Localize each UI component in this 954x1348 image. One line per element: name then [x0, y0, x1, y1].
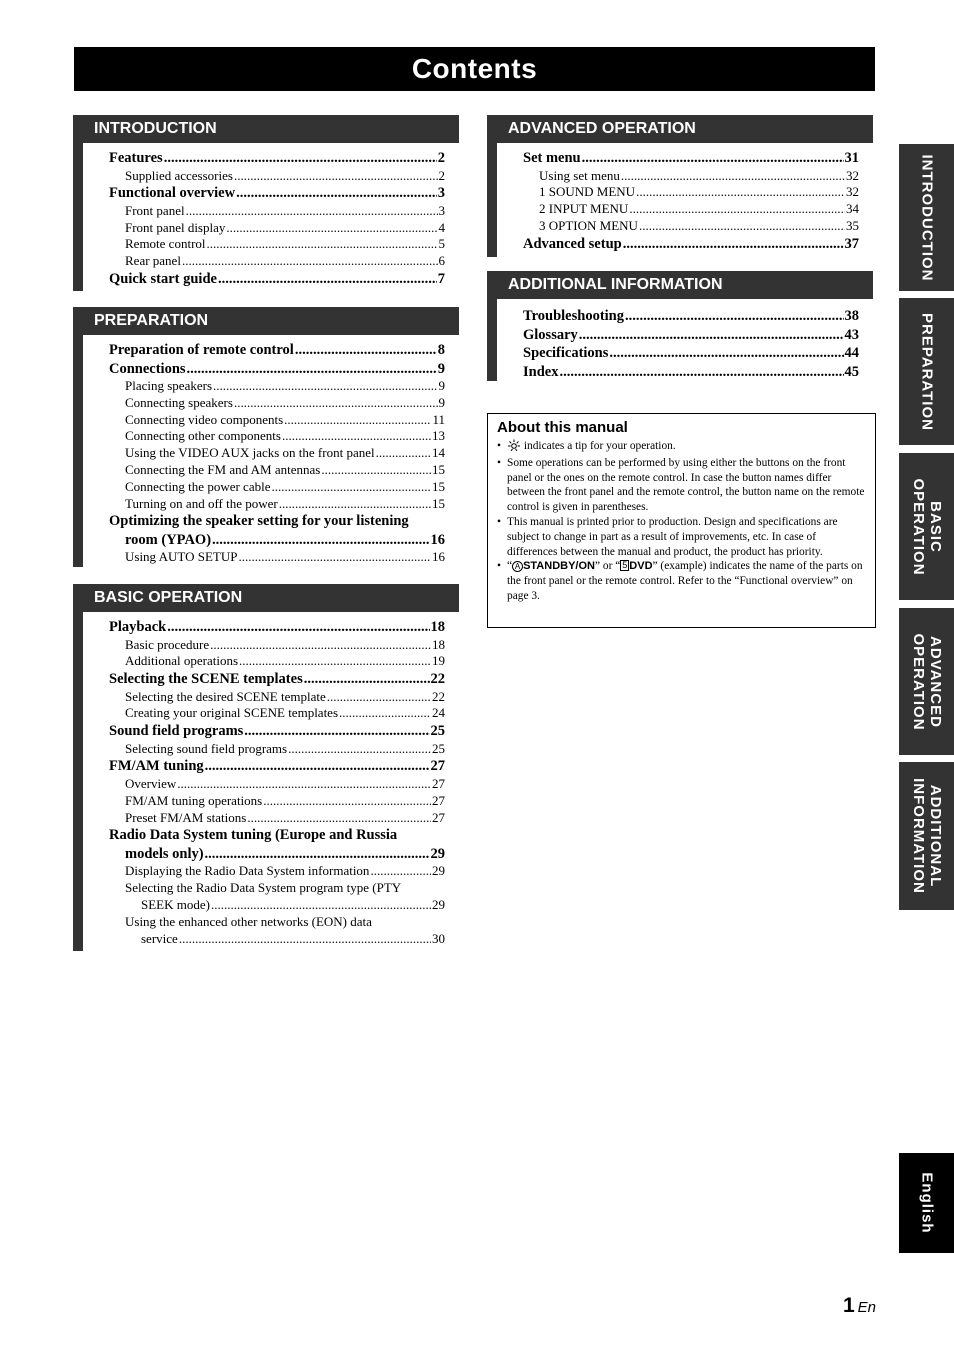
toc-entry-title: 3 OPTION MENU	[539, 217, 638, 233]
leader-dots	[579, 326, 844, 345]
toc-entry-title: Placing speakers	[125, 378, 213, 393]
toc-entry[interactable]	[523, 201, 859, 218]
leader-dots	[621, 168, 845, 185]
toc-entry-title: 2 INPUT MENU	[539, 201, 629, 217]
toc-entry-page: 38	[844, 308, 859, 324]
toc-entry-page: 3	[437, 185, 445, 202]
side-tab-label-line1: BASIC	[926, 500, 944, 553]
toc-entry-page: 9	[438, 378, 445, 393]
leader-dots	[212, 531, 429, 550]
section-preparation	[73, 307, 459, 567]
toc-entry[interactable]	[523, 218, 859, 235]
toc-list	[487, 299, 873, 381]
toc-entry-title: Preparation of remote control	[109, 342, 294, 358]
quote: “	[507, 560, 513, 573]
toc-entry-page: 37	[844, 235, 859, 252]
toc-entry-title: FM/AM tuning operations	[125, 792, 263, 808]
toc-entry[interactable]	[109, 253, 445, 270]
toc-entry[interactable]	[109, 462, 445, 479]
leader-dots	[238, 549, 431, 566]
toc-entry-page: 6	[438, 253, 445, 269]
toc-entry-page: 27	[432, 775, 445, 791]
side-tab-additional-information[interactable]	[899, 762, 954, 910]
leader-dots	[639, 218, 845, 235]
toc-entry-page: 29	[430, 845, 445, 862]
toc-entry-title: Playback	[109, 619, 167, 635]
toc-entry-rds-continued[interactable]	[109, 845, 445, 864]
leader-dots	[207, 236, 438, 253]
section-heading: BASIC OPERATION	[73, 584, 459, 612]
toc-entry-title: Features	[109, 150, 163, 166]
toc-entry[interactable]	[523, 149, 859, 168]
leader-dots	[282, 428, 431, 445]
toc-entry-title: Specifications	[523, 345, 609, 361]
key-standby-on: STANDBY/ON	[523, 560, 595, 573]
quote: ” or “	[594, 560, 621, 573]
page-number	[843, 1294, 876, 1318]
leader-dots	[234, 168, 438, 185]
toc-entry[interactable]	[523, 307, 859, 326]
leader-dots	[205, 845, 430, 864]
section-basic-operation	[73, 584, 459, 951]
leader-dots	[623, 235, 844, 254]
leader-dots	[179, 931, 431, 948]
side-tab-label	[910, 478, 944, 575]
toc-entry-page: 43	[844, 326, 859, 343]
leader-dots	[279, 496, 431, 513]
leader-dots	[376, 445, 431, 462]
toc-entry[interactable]	[109, 184, 445, 203]
leader-dots	[271, 479, 431, 496]
toc-entry-page: 4	[438, 219, 445, 235]
toc-entry-page: 11	[432, 411, 445, 427]
toc-entry[interactable]	[109, 220, 445, 237]
toc-entry-page: 9	[438, 394, 445, 410]
toc-entry-page: 19	[432, 653, 445, 669]
leader-dots	[234, 395, 438, 412]
toc-entry[interactable]	[109, 689, 445, 706]
toc-entry-title: Turning on and off the power	[125, 495, 278, 511]
toc-entry-title: Displaying the Radio Data System information	[125, 863, 370, 879]
toc-entry[interactable]	[109, 793, 445, 810]
toc-entry-title-line1: Using the enhanced other networks (EON) data	[125, 913, 372, 929]
toc-entry-title: Set menu	[523, 150, 581, 166]
leader-dots	[327, 689, 431, 706]
leader-dots	[210, 637, 431, 654]
side-tab-label	[910, 633, 944, 730]
leader-dots	[205, 757, 430, 776]
section-heading: INTRODUCTION	[73, 115, 459, 143]
toc-entry[interactable]	[523, 235, 859, 254]
toc-entry-title: Overview	[125, 775, 177, 791]
toc-list	[73, 143, 459, 291]
leader-dots	[244, 722, 429, 741]
leader-dots	[321, 462, 431, 479]
toc-entry-title: Rear panel	[125, 253, 181, 269]
key-mark-5: 5	[622, 560, 628, 571]
toc-entry-page: 29	[432, 863, 445, 879]
section-additional-information	[487, 271, 873, 381]
toc-entry-title: Connecting speakers	[125, 394, 233, 410]
toc-entry-title: Front panel display	[125, 219, 226, 235]
toc-entry-page: 16	[430, 531, 445, 548]
toc-entry[interactable]	[109, 757, 445, 776]
leader-dots	[187, 360, 437, 379]
toc-entry-page: 3	[438, 202, 445, 218]
side-tab-label: INTRODUCTION	[918, 154, 935, 281]
leader-dots	[339, 705, 431, 722]
toc-entry-title: Using AUTO SETUP	[125, 549, 238, 565]
leader-dots	[186, 203, 438, 220]
toc-entry[interactable]	[109, 360, 445, 379]
toc-entry-title: Functional overview	[109, 185, 236, 202]
toc-entry-title: Front panel	[125, 202, 185, 218]
leader-dots	[609, 344, 843, 363]
toc-entry-rds[interactable]	[109, 826, 445, 845]
leader-dots	[226, 220, 437, 237]
toc-entry-page: 22	[430, 671, 445, 688]
toc-entry-page: 15	[432, 478, 445, 494]
toc-entry[interactable]	[523, 326, 859, 345]
toc-entry[interactable]	[109, 479, 445, 496]
leader-dots	[370, 863, 431, 880]
toc-entry-title: Basic procedure	[125, 636, 210, 652]
toc-entry-title: Advanced setup	[523, 235, 622, 252]
toc-entry-page: 31	[844, 150, 859, 166]
toc-entry-page: 16	[432, 549, 445, 565]
language-tab-label: English	[918, 1172, 935, 1234]
toc-entry-page: 30	[432, 930, 445, 946]
language-tab[interactable]	[899, 1153, 954, 1253]
page-number-value: 1	[842, 1294, 855, 1317]
toc-entry-page: 32	[846, 184, 859, 200]
leader-dots	[629, 201, 845, 218]
toc-entry-page: 8	[437, 342, 445, 358]
toc-entry-page: 2	[437, 150, 445, 166]
toc-entry-page: 27	[432, 792, 445, 808]
toc-entry-title-line1: Selecting the Radio Data System program type (PTY	[125, 880, 402, 896]
toc-entry-title-line1: Radio Data System tuning (Europe and Russia	[109, 827, 398, 844]
toc-entry-title: Glossary	[523, 326, 578, 343]
section-advanced-operation	[487, 115, 873, 257]
side-tab-label: PREPARATION	[918, 312, 935, 431]
toc-entry[interactable]	[109, 863, 445, 880]
toc-entry-eon[interactable]	[109, 914, 445, 931]
leader-dots	[239, 653, 431, 670]
toc-entry-page: 29	[432, 896, 445, 912]
toc-list	[487, 143, 873, 257]
side-tab-label	[910, 778, 944, 894]
leader-dots	[236, 184, 437, 203]
toc-entry[interactable]	[109, 168, 445, 185]
tip-text: indicates a tip for your operation.	[523, 440, 676, 452]
toc-entry-title-line2: models only)	[125, 845, 204, 862]
toc-entry-title: Selecting the SCENE templates	[109, 671, 303, 688]
toc-entry-title-line2: SEEK mode)	[141, 896, 210, 912]
about-bullets	[497, 439, 866, 604]
toc-entry-page: 2	[438, 167, 445, 183]
leader-dots	[211, 897, 431, 914]
toc-entry-page: 13	[432, 428, 445, 444]
leader-dots	[288, 741, 431, 758]
toc-entry-page: 44	[844, 345, 859, 361]
side-tab-label-line1: ADVANCED	[926, 635, 944, 728]
leader-dots	[177, 776, 431, 793]
side-tab-label-line2: OPERATION	[909, 477, 927, 576]
toc-entry-title: Connecting video components	[125, 411, 284, 427]
leader-dots	[636, 184, 845, 201]
toc-entry[interactable]	[109, 149, 445, 168]
leader-dots	[182, 253, 438, 270]
toc-entry[interactable]	[109, 549, 445, 566]
toc-entry[interactable]	[109, 236, 445, 253]
toc-entry[interactable]	[109, 428, 445, 445]
toc-entry[interactable]	[109, 412, 445, 429]
leader-dots	[213, 378, 437, 395]
leader-dots	[625, 307, 844, 326]
toc-entry-title: Additional operations	[125, 653, 239, 669]
about-bullet-example	[497, 559, 866, 603]
toc-entry-title: Remote control	[125, 236, 206, 252]
toc-entry[interactable]	[109, 637, 445, 654]
toc-entry-title: Troubleshooting	[523, 308, 624, 324]
leader-dots	[284, 412, 431, 429]
toc-entry-ypao-continued[interactable]	[109, 531, 445, 550]
toc-entry-title: Selecting sound field programs	[125, 740, 288, 756]
leader-dots	[582, 149, 844, 168]
toc-entry[interactable]	[109, 496, 445, 513]
toc-entry-title: Using set menu	[539, 167, 620, 183]
toc-entry[interactable]	[109, 653, 445, 670]
toc-entry-title: FM/AM tuning	[109, 758, 204, 775]
toc-entry-page: 25	[432, 740, 445, 756]
toc-entry-pty-continued[interactable]	[109, 897, 445, 914]
toc-entry-title-line1: Optimizing the speaker setting for your listening	[109, 513, 409, 530]
leader-dots	[167, 618, 429, 637]
leader-dots	[164, 149, 437, 168]
toc-entry-title: Index	[523, 363, 559, 380]
toc-list	[73, 335, 459, 567]
toc-entry[interactable]	[109, 776, 445, 793]
toc-entry-page: 34	[846, 201, 859, 217]
toc-entry-page: 5	[438, 236, 445, 252]
tip-icon	[507, 439, 521, 456]
toc-entry-page: 9	[437, 360, 445, 377]
toc-list	[73, 612, 459, 951]
page-title: Contents	[74, 47, 875, 91]
toc-entry-page: 25	[430, 723, 445, 740]
page-language: En	[857, 1299, 876, 1316]
toc-entry-title: Supplied accessories	[125, 167, 233, 183]
key-mark-a: A	[512, 561, 523, 572]
about-bullet: • Some operations can be performed by using either the buttons on the front panel or the ones on the remote control. In case the button names differ between the front panel and the remote control, the button name on the remote control is given in parentheses.	[497, 456, 866, 515]
toc-entry-page: 24	[432, 705, 445, 721]
toc-entry[interactable]	[523, 184, 859, 201]
toc-entry[interactable]	[523, 168, 859, 185]
toc-entry-title-line2: room (YPAO)	[125, 531, 212, 548]
toc-entry-title: Using the VIDEO AUX jacks on the front panel	[125, 445, 375, 461]
toc-entry-title: Connecting other components	[125, 428, 281, 444]
toc-entry-title: Connecting the FM and AM antennas	[125, 461, 321, 477]
section-heading: PREPARATION	[73, 307, 459, 335]
toc-entry-title: 1 SOUND MENU	[539, 184, 636, 200]
toc-entry[interactable]	[109, 445, 445, 462]
leader-dots	[559, 363, 843, 382]
toc-entry-page: 32	[846, 167, 859, 183]
toc-entry-title: Connections	[109, 360, 186, 377]
toc-entry-title: Creating your original SCENE templates	[125, 705, 339, 721]
side-tab-preparation[interactable]	[899, 298, 954, 445]
toc-entry[interactable]	[109, 670, 445, 689]
toc-entry-title: Preset FM/AM stations	[125, 809, 247, 825]
about-bullet: • This manual is printed prior to production. Design and specifications are subject to change in part as a result of improvements, etc. In case of differences between the manual and product, the product has priority.	[497, 515, 866, 559]
toc-entry-page: 35	[846, 217, 859, 233]
toc-entry[interactable]	[109, 395, 445, 412]
section-introduction	[73, 115, 459, 291]
side-tab-advanced-operation[interactable]	[899, 608, 954, 755]
toc-entry[interactable]	[109, 203, 445, 220]
toc-entry-title: Selecting the desired SCENE template	[125, 688, 326, 704]
leader-dots	[295, 341, 437, 360]
toc-entry-title: Connecting the power cable	[125, 478, 271, 494]
side-tab-label-line1: ADDITIONAL	[926, 784, 944, 888]
toc-entry[interactable]	[523, 344, 859, 363]
toc-entry-title: Quick start guide	[109, 270, 217, 287]
toc-entry[interactable]	[109, 741, 445, 758]
section-heading: ADVANCED OPERATION	[487, 115, 873, 143]
toc-entry-page: 27	[432, 809, 445, 825]
leader-dots	[263, 793, 431, 810]
toc-entry-eon-continued[interactable]	[109, 931, 445, 948]
side-tab-label-line2: OPERATION	[909, 632, 927, 731]
toc-entry[interactable]	[109, 270, 445, 289]
toc-entry-page: 15	[432, 495, 445, 511]
key-dvd: DVD	[629, 560, 653, 573]
leader-dots	[218, 270, 437, 289]
toc-entry[interactable]	[109, 341, 445, 360]
side-tab-basic-operation[interactable]	[899, 453, 954, 600]
about-bullet-tip	[497, 439, 866, 456]
toc-entry[interactable]	[109, 722, 445, 741]
about-this-manual-box	[487, 413, 876, 628]
side-tab-label-line2: INFORMATION	[909, 778, 927, 894]
toc-entry-page: 7	[437, 270, 445, 287]
toc-entry-page: 18	[430, 619, 445, 635]
toc-entry-page: 27	[430, 758, 445, 775]
toc-entry-page: 15	[432, 461, 445, 477]
section-heading: ADDITIONAL INFORMATION	[487, 271, 873, 299]
toc-entry-pty[interactable]	[109, 880, 445, 897]
leader-dots	[304, 670, 430, 689]
side-tab-introduction[interactable]	[899, 144, 954, 291]
toc-entry-title-line2: service	[141, 930, 178, 946]
toc-entry-page: 18	[432, 636, 445, 652]
toc-entry-page: 22	[432, 688, 445, 704]
toc-entry[interactable]	[523, 363, 859, 382]
about-heading: About this manual	[497, 419, 628, 436]
leader-dots	[247, 810, 431, 827]
toc-entry[interactable]	[109, 810, 445, 827]
example-text: ” (example) indicates the name of the parts on the front panel or the remote control. Refer to the “Functional overview” on page 3.	[507, 560, 863, 602]
toc-entry[interactable]	[109, 618, 445, 637]
toc-entry[interactable]	[109, 378, 445, 395]
toc-entry-title: Sound field programs	[109, 723, 244, 740]
toc-entry-page: 45	[844, 363, 859, 380]
toc-entry[interactable]	[109, 705, 445, 722]
toc-entry-page: 14	[432, 445, 445, 461]
toc-entry-ypao[interactable]	[109, 512, 445, 531]
